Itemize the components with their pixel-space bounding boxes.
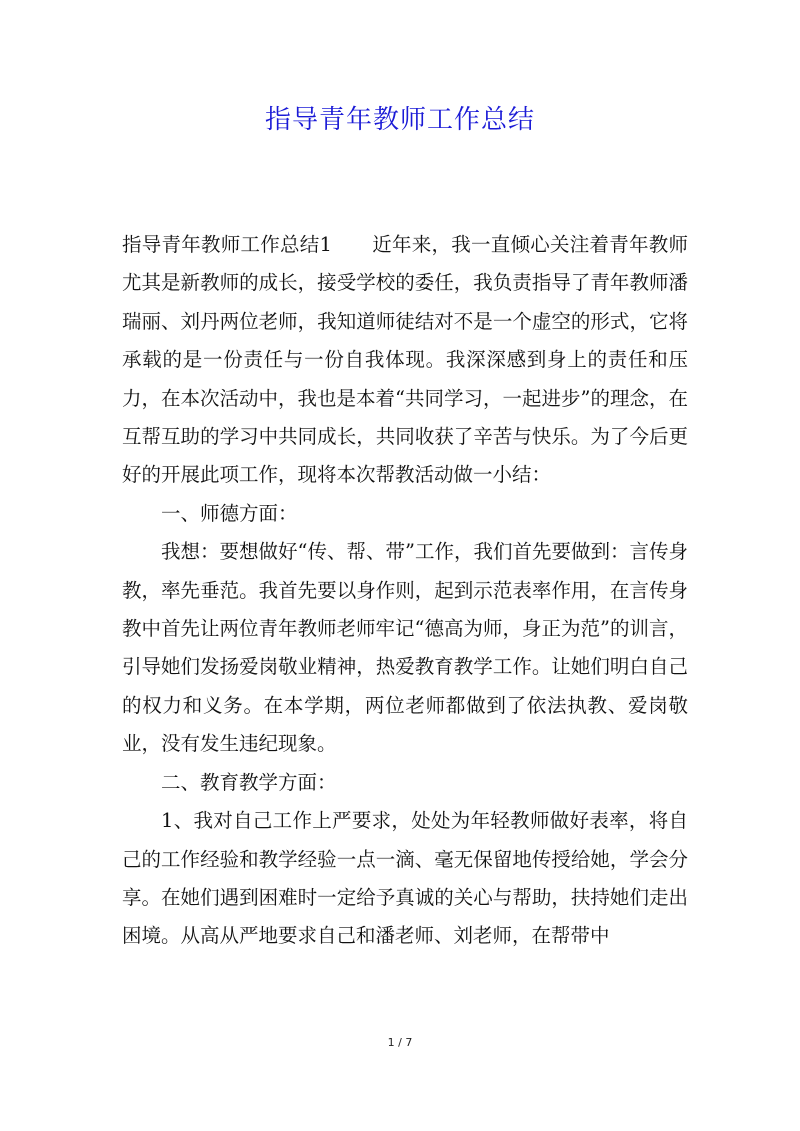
paragraph-1-text: 近年来，我一直倾心关注着青年教师尤其是新教师的成长，接受学校的委任，我负责指导了青年教师潘瑞丽、刘丹两位老师，我知道师徒结对不是一个虚空的形式，它将承载的是一份责任与一份自我体现。我深深感到身上的责任和压力，在本次活动中，我也是本着“共同学习，一起进步”的理念，在互帮互助的学习中共同成长，共同收获了辛苦与快乐。为了今后更好的开展此项工作，现将本次帮教活动做一小结： [122,233,688,487]
paragraph-2: 一、师德方面： [161,501,298,525]
document-title: 指导青年教师工作总结 [264,105,535,135]
paragraph-3: 我想：要想做好“传、帮、带”工作，我们首先要做到：言传身教，率先垂范。我首先要以身作则，起到示范表率作用，在言传身教中首先让两位青年教师老师牢记“德高为师，身正为范”的训言，引导她们发扬爱岗敬业精神，热爱教育教学工作。让她们明白自己的权力和义务。在本学期，两位老师都做到了依法执教、爱岗敬业，没有发生违纪现象。 [122,540,688,756]
paragraph-4: 二、教育教学方面： [161,770,337,794]
section-heading-1: 指导青年教师工作总结1 [122,233,332,256]
document-body [122,226,688,956]
page-number: 1 / 7 [387,1036,413,1049]
intro-paragraph [122,226,688,495]
paragraph-5: 1、我对自己工作上严要求，处处为年轻教师做好表率，将自己的工作经验和教学经验一点一滴、毫无保留地传授给她，学会分享。在她们遇到困难时一定给予真诚的关心与帮助，扶持她们走出困境。从高从严地要求自己和潘老师、刘老师，在帮带中 [122,809,688,948]
